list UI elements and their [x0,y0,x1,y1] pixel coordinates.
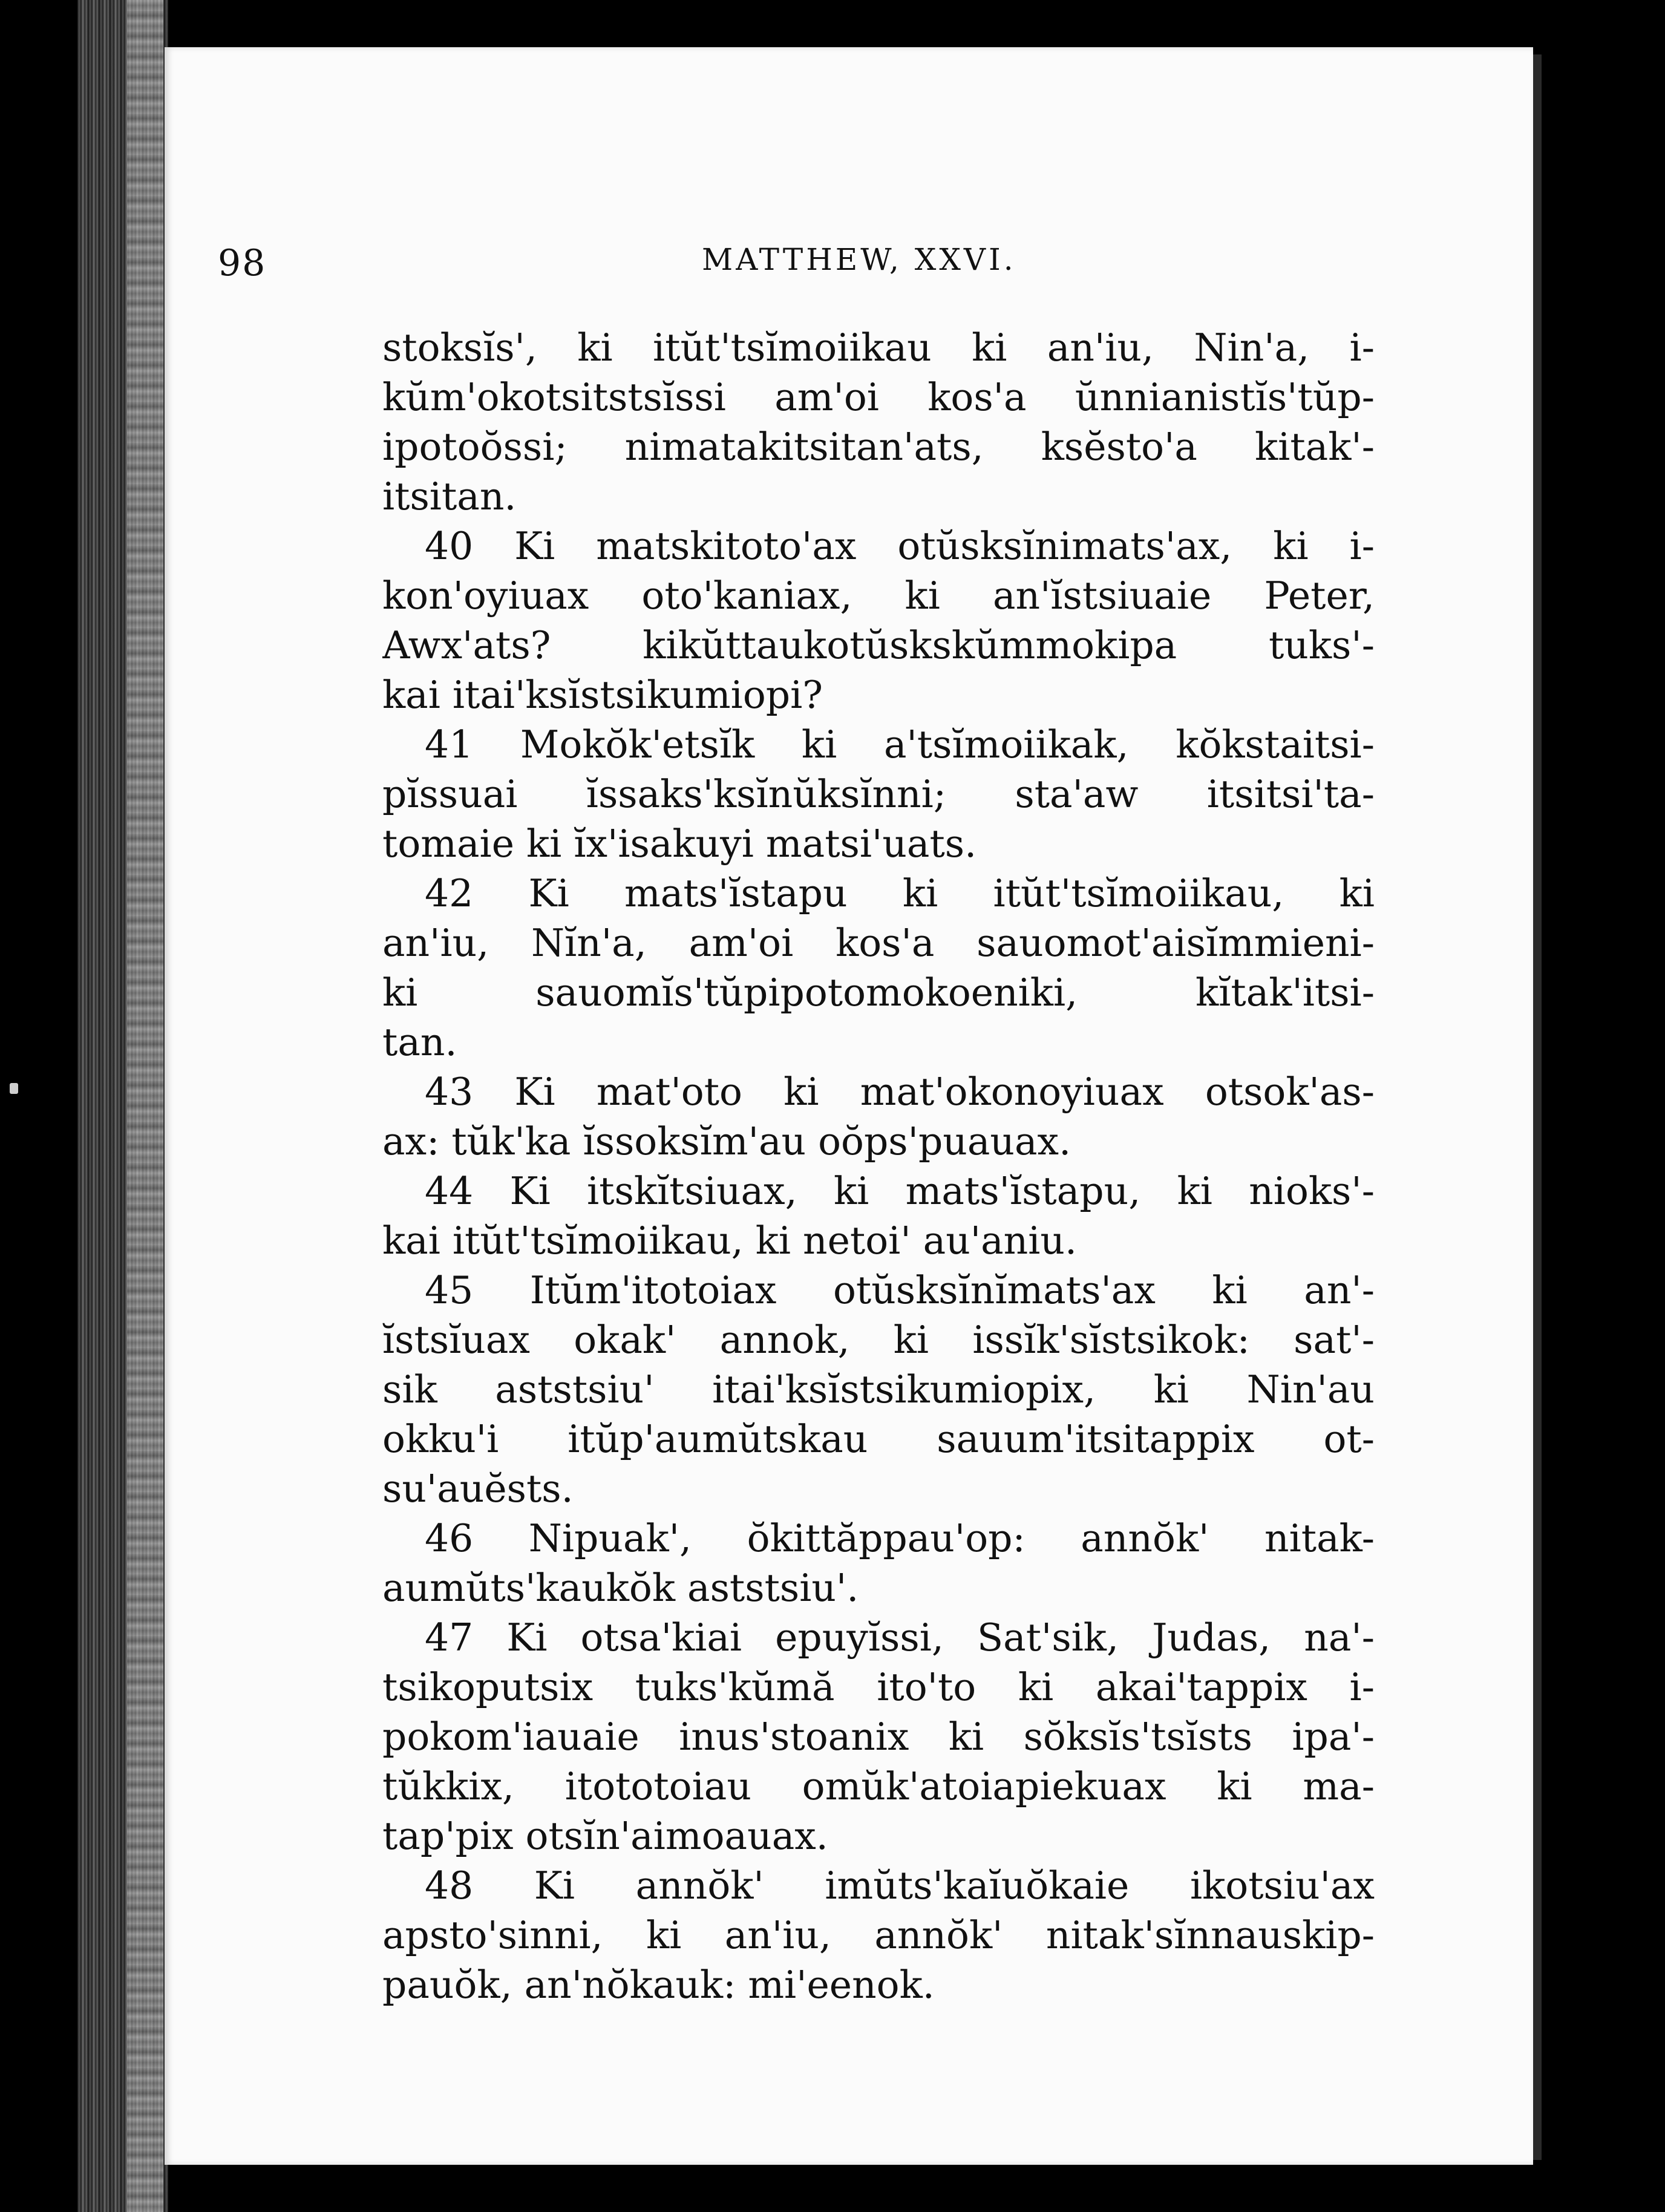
text-line: ki sauomĭs'tŭpipotomokoeniki, kĭtak'itsi- [382,970,1375,1015]
verse-44-start: 44 Ki itskĭtsiuax, ki mats'ĭstapu, ki nioks'- [425,1169,1375,1213]
text-line: aumŭts'kaukŏk aststsiu'. [382,1566,859,1610]
text-line: pokom'iauaie inus'stoanix ki sŏksĭs'tsĭsts ipa'- [382,1715,1375,1759]
text-line: itsitan. [382,474,517,519]
text-line: pauŏk, an'nŏkauk: mi'eenok. [382,1963,935,2007]
page-edge-highlight [127,0,163,2212]
verse-47-start: 47 Ki otsa'kiai epuyĭssi, Sat'sik, Judas, na'- [425,1615,1375,1660]
text-line: Awx'ats? kikŭttaukotŭskskŭmmokipa tuks'- [382,623,1375,667]
text-line: tsikoputsix tuks'kŭmă ito'to ki akai'tappix i- [382,1665,1375,1709]
text-line: tan. [382,1020,457,1064]
text-line: okku'i itŭp'aumŭtskau sauum'itsitappix ot- [382,1417,1375,1461]
text-line: kŭm'okotsitstsĭssi am'oi kos'a ŭnnianistĭs'tŭp- [382,375,1375,419]
text-line: tap'pix otsĭn'aimoauax. [382,1814,828,1858]
text-line: ĭstsĭuax okak' annok, ki issĭk'sĭstsikok: sat'- [382,1318,1375,1362]
text-line: ax: tŭk'ka ĭssoksĭm'au oŏps'puauax. [382,1119,1071,1163]
text-line: ipotoŏssi; nimatakitsitan'ats, ksĕsto'a kitak'- [382,425,1375,469]
running-title: MATTHEW, XXVI. [702,242,1016,277]
verse-46-start: 46 Nipuak', ŏkittăppau'op: annŏk' nitak- [425,1516,1375,1560]
verse-42-start: 42 Ki mats'ĭstapu ki itŭt'tsĭmoiikau, ki [425,871,1375,915]
text-line: sik aststsiu' itai'ksĭstsikumiopix, ki Nin'au [382,1367,1375,1412]
verse-41-start: 41 Mokŏk'etsĭk ki a'tsĭmoiikak, kŏkstaitsi- [425,722,1375,767]
dust-speck [10,1083,18,1094]
verse-48-start: 48 Ki annŏk' imŭts'kaĭuŏkaie ikotsiu'ax [425,1864,1375,1908]
text-line: kon'oyiuax oto'kaniax, ki an'ĭstsiuaie Peter, [382,574,1375,618]
page-number: 98 [218,242,267,284]
page-header [218,242,1029,290]
verse-40-start: 40 Ki matskitoto'ax otŭsksĭnimats'ax, ki i- [425,524,1375,568]
text-line: tŭkkix, itototoiau omŭk'atoiapiekuax ki ma- [382,1764,1375,1808]
text-line: pĭssuai ĭssaks'ksĭnŭksĭnni; sta'aw itsitsi'ta- [382,772,1375,816]
verse-45-start: 45 Itŭm'itotoiax otŭsksĭnĭmats'ax ki an'- [425,1268,1375,1312]
text-line: an'iu, Nĭn'a, am'oi kos'a sauomot'aisĭmmieni- [382,921,1375,965]
verse-43-start: 43 Ki mat'oto ki mat'okonoyiuax otsok'as- [425,1070,1375,1114]
text-line: apsto'sinni, ki an'iu, annŏk' nitak'sĭnnauskip- [382,1913,1375,1957]
text-line: su'auĕsts. [382,1467,574,1511]
text-line: stoksĭs', ki itŭt'tsĭmoiikau ki an'iu, Nin'a, i- [382,326,1375,370]
text-line: tomaie ki ĭx'isakuyi matsi'uats. [382,822,977,866]
right-page-edge [1533,54,1542,2160]
text-line: kai itai'ksĭstsikumiopi? [382,673,823,717]
text-line: kai itŭt'tsĭmoiikau, ki netoi' au'aniu. [382,1219,1077,1263]
scripture-text [382,323,1375,2010]
